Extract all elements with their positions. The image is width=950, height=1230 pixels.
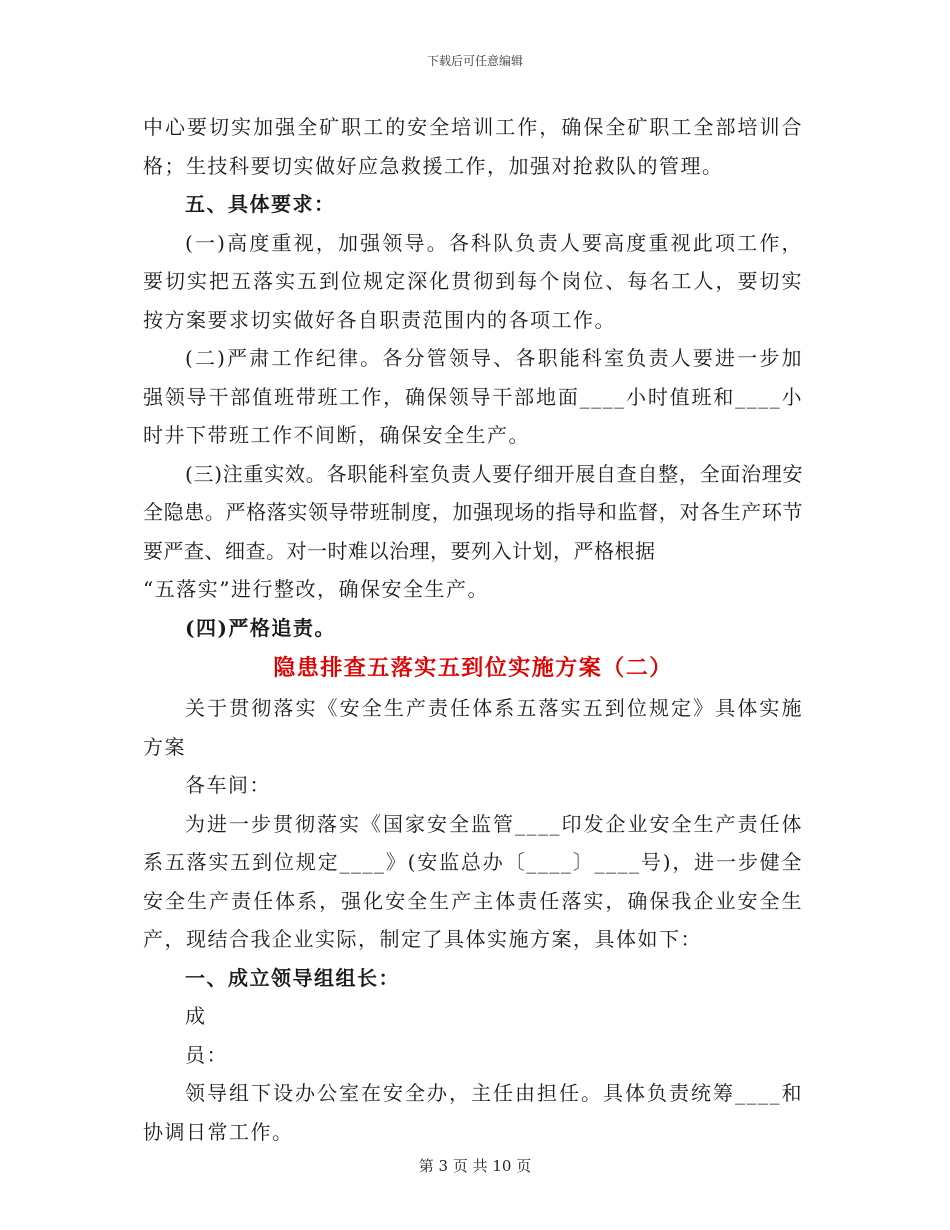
page-header: 下载后可任意编辑 xyxy=(426,54,523,68)
paragraph: 关于贯彻落实《安全生产责任体系五落实五到位规定》具体实施方案 xyxy=(143,696,803,759)
section-heading: (四)严格追责。 xyxy=(185,615,336,640)
paragraph: 领导组下设办公室在安全办，主任由担任。具体负责统筹____和协调日常工作。 xyxy=(143,1081,803,1144)
document-body xyxy=(143,108,803,1151)
paragraph: “五落实”进行整改，确保安全生产。 xyxy=(143,577,489,601)
paragraph: (一)高度重视，加强领导。各科队负责人要高度重视此项工作，要切实把五落实五到位规定深化贯彻到每个岗位、每名工人，要切实按方案要求切实做好各自职责范围内的各项工作。 xyxy=(143,230,803,332)
paragraph: (二)严肃工作纪律。各分管领导、各职能科室负责人要进一步加强领导干部值班带班工作，确保领导干部地面____小时值班和____小时井下带班工作不间断，确保安全生产。 xyxy=(143,346,803,447)
section-heading: 一、成立领导组组长： xyxy=(185,965,400,990)
paragraph: (三)注重实效。各职能科室负责人要仔细开展自查自整，全面治理安全隐患。严格落实领导带班制度，加强现场的指导和监督，对各生产环节要严查、细查。对一时难以治理，要列入计划，严格根据 xyxy=(143,461,803,563)
page-number: 第 3 页 共 10 页 xyxy=(418,1157,532,1175)
section-heading: 五、具体要求： xyxy=(185,192,336,216)
paragraph: 为进一步贯彻落实《国家安全监管____印发企业安全生产责任体系五落实五到位规定____》(安监总办〔____〕____号)，进一步健全安全生产责任体系，强化安全生产主体责任落实，确保我企业安全生产，现结合我企业实际，制定了具体实施方案，具体如下： xyxy=(143,811,803,951)
section-title: 隐患排查五落实五到位实施方案（二） xyxy=(273,655,673,681)
paragraph: 各车间： xyxy=(185,773,271,797)
paragraph: 员： xyxy=(185,1042,228,1067)
paragraph: 成 xyxy=(185,1004,207,1028)
paragraph: 中心要切实加强全矿职工的安全培训工作，确保全矿职工全部培训合格；生技科要切实做好应急救援工作，加强对抢救队的管理。 xyxy=(143,115,803,178)
